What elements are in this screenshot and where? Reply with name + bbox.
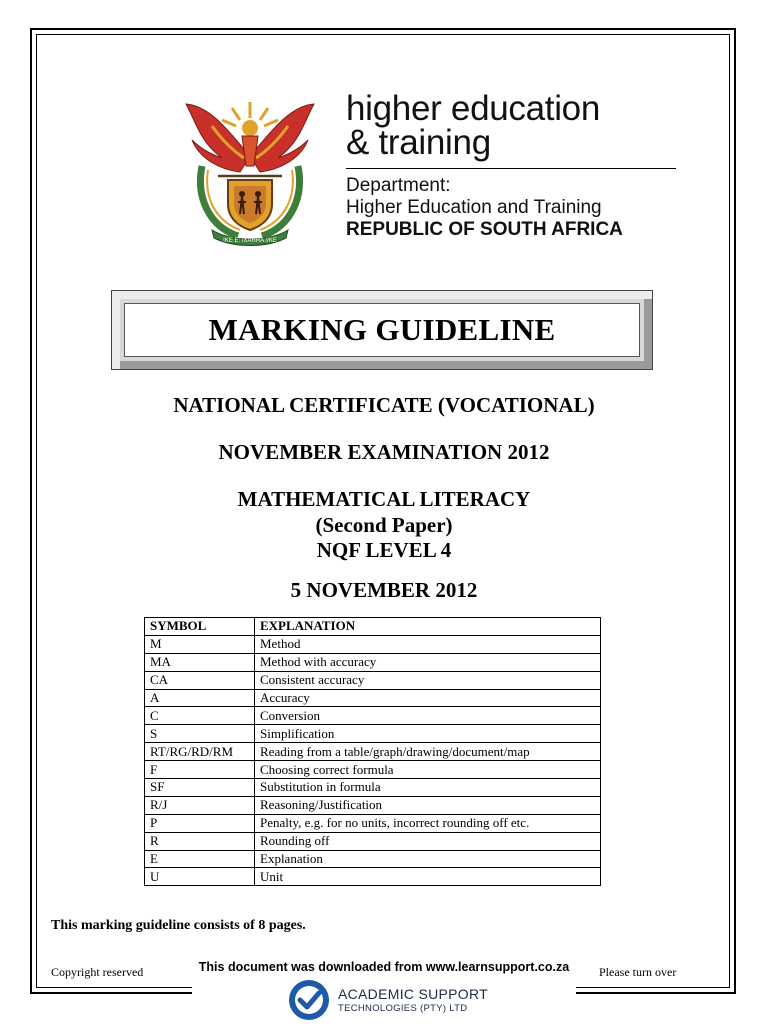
column-header-explanation: EXPLANATION <box>255 618 601 636</box>
exam-date: 5 NOVEMBER 2012 <box>290 578 478 602</box>
department-brand <box>346 89 601 162</box>
brand-divider <box>346 168 676 169</box>
explanation-cell: Explanation <box>255 850 601 868</box>
turn-over-note: Please turn over <box>599 965 677 979</box>
paper: (Second Paper) <box>315 513 453 537</box>
download-note: This document was downloaded from www.learnsupport.co.za <box>198 960 570 974</box>
table-row <box>145 689 601 707</box>
symbol-cell: U <box>145 868 255 886</box>
table-row <box>145 796 601 814</box>
table-row <box>145 671 601 689</box>
explanation-cell: Simplification <box>255 725 601 743</box>
explanation-cell: Reading from a table/graph/drawing/document/map <box>255 743 601 761</box>
explanation-cell: Unit <box>255 868 601 886</box>
symbol-cell: SF <box>145 779 255 797</box>
explanation-cell: Method <box>255 635 601 653</box>
symbol-cell: E <box>145 850 255 868</box>
explanation-cell: Choosing correct formula <box>255 761 601 779</box>
symbol-cell: R <box>145 832 255 850</box>
table-row <box>145 707 601 725</box>
exam-session: NOVEMBER EXAMINATION 2012 <box>218 440 550 464</box>
table-row <box>145 779 601 797</box>
checkmark-logo-icon <box>287 978 331 1022</box>
symbols-table <box>144 617 601 886</box>
explanation-cell: Method with accuracy <box>255 653 601 671</box>
coat-of-arms-icon <box>182 96 318 246</box>
symbol-cell: RT/RG/RD/RM <box>145 743 255 761</box>
symbol-cell: MA <box>145 653 255 671</box>
symbol-cell: R/J <box>145 796 255 814</box>
table-row <box>145 653 601 671</box>
table-row <box>145 868 601 886</box>
table-row <box>145 725 601 743</box>
table-row <box>145 814 601 832</box>
symbol-cell: P <box>145 814 255 832</box>
symbol-cell: C <box>145 707 255 725</box>
symbol-cell: A <box>145 689 255 707</box>
explanation-cell: Reasoning/Justification <box>255 796 601 814</box>
table-row <box>145 761 601 779</box>
company-subtitle: TECHNOLOGIES (PTY) LTD <box>338 1003 468 1014</box>
symbol-cell: CA <box>145 671 255 689</box>
symbols-table-body <box>145 635 601 885</box>
explanation-cell: Accuracy <box>255 689 601 707</box>
download-watermark <box>192 956 576 1024</box>
nqf-level: NQF LEVEL 4 <box>316 538 452 562</box>
pages-note: This marking guideline consists of 8 pages. <box>51 918 306 933</box>
company-name: ACADEMIC SUPPORT <box>338 986 489 1002</box>
title-banner-inner <box>124 303 640 357</box>
country-name: REPUBLIC OF SOUTH AFRICA <box>346 219 623 240</box>
table-row <box>145 832 601 850</box>
explanation-cell: Conversion <box>255 707 601 725</box>
explanation-cell: Rounding off <box>255 832 601 850</box>
symbol-cell: F <box>145 761 255 779</box>
document-title: MARKING GUIDELINE <box>208 312 556 347</box>
column-header-symbol: SYMBOL <box>145 618 255 636</box>
table-row <box>145 635 601 653</box>
explanation-cell: Penalty, e.g. for no units, incorrect rounding off etc. <box>255 814 601 832</box>
symbol-cell: S <box>145 725 255 743</box>
table-header-row <box>145 618 601 636</box>
crest-motto <box>223 238 277 244</box>
subject: MATHEMATICAL LITERACY <box>237 487 531 511</box>
department-label: Department: <box>346 175 451 196</box>
department-name: Higher Education and Training <box>346 197 602 218</box>
explanation-cell: Consistent accuracy <box>255 671 601 689</box>
copyright-note: Copyright reserved <box>51 965 144 979</box>
department-details <box>346 175 623 241</box>
table-row <box>145 850 601 868</box>
brand-line-2: & training <box>346 123 491 162</box>
symbol-cell: M <box>145 635 255 653</box>
qualification: NATIONAL CERTIFICATE (VOCATIONAL) <box>173 393 595 417</box>
svg-text:!KE E: /XARRA //KE: !KE E: /XARRA //KE <box>223 238 277 244</box>
table-row <box>145 743 601 761</box>
title-banner <box>111 290 653 370</box>
brand-line-1: higher education <box>346 89 601 128</box>
explanation-cell: Substitution in formula <box>255 779 601 797</box>
